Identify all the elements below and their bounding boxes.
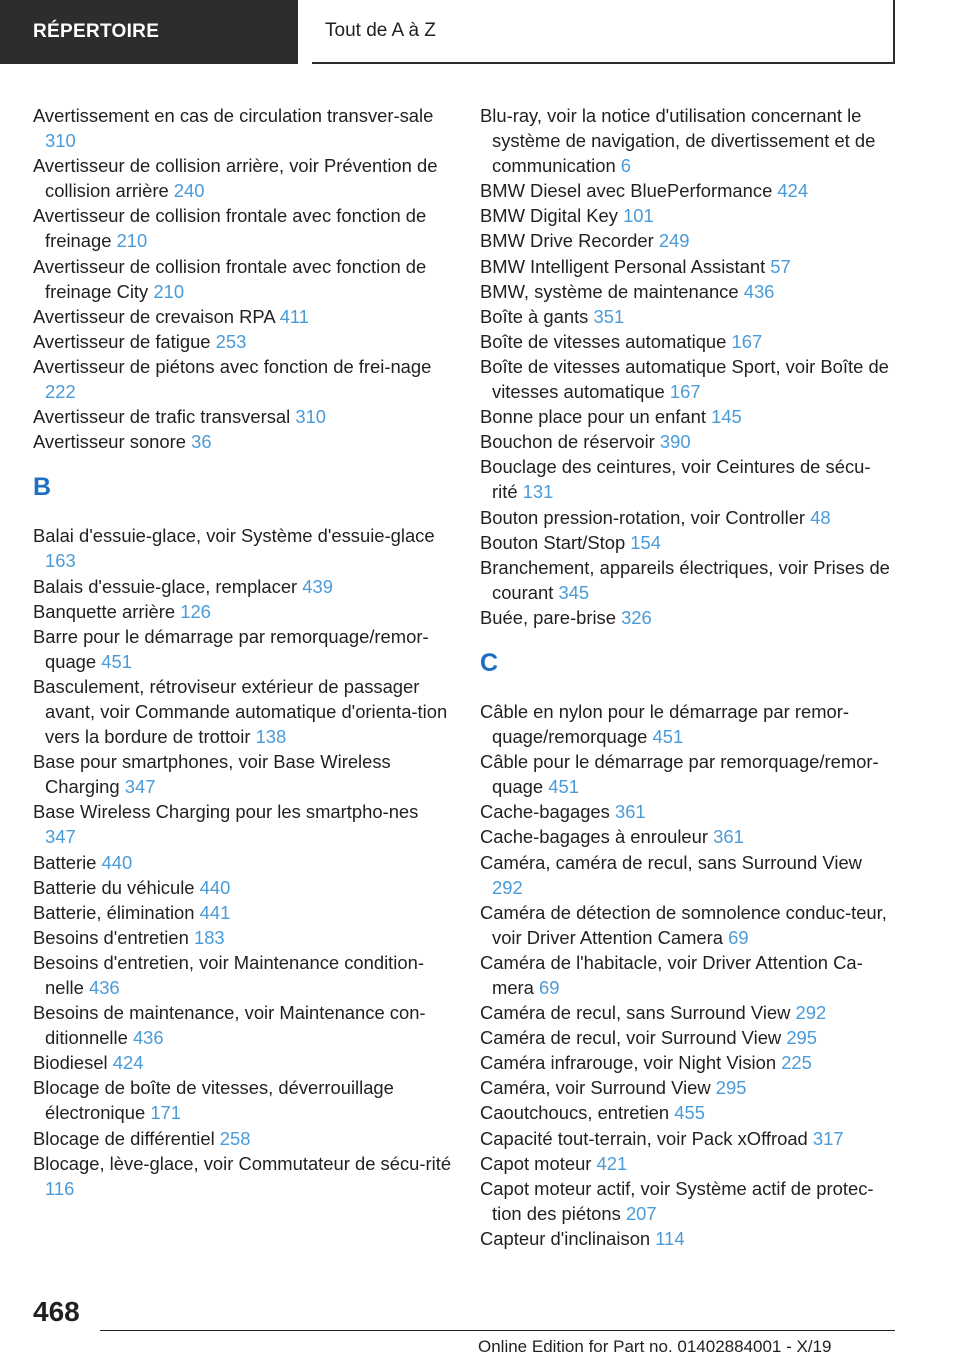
entry-text: Avertissement en cas de circulation transver-sale: [33, 105, 434, 126]
section-letter-b: B: [33, 473, 52, 502]
entry-text: Avertisseur sonore: [33, 431, 192, 453]
index-entry: [480, 1075, 895, 1100]
index-entry: [33, 429, 453, 454]
entry-text: BMW, système de maintenance: [480, 280, 744, 302]
page-link[interactable]: 347: [124, 776, 156, 798]
entry-text: Avertisseur de piétons avec fonction de frei-nage: [33, 355, 432, 377]
entry-text: BMW Intelligent Personal Assistant: [480, 255, 771, 277]
index-entry: [33, 950, 453, 1000]
page-link[interactable]: 225: [781, 1052, 812, 1074]
entry-text: Batterie du véhicule: [33, 876, 200, 898]
index-entry: [33, 1126, 453, 1151]
index-entry: [33, 1000, 453, 1050]
entry-text: Blocage, lève-glace, voir Commutateur de sécu-rité: [33, 1152, 452, 1174]
page-link[interactable]: 36: [191, 431, 212, 453]
index-entry: [480, 178, 895, 203]
page-link[interactable]: 207: [625, 1202, 657, 1224]
page-link[interactable]: 310: [295, 406, 327, 428]
page-link[interactable]: 451: [101, 650, 132, 672]
index-entry: [480, 429, 895, 454]
page-link[interactable]: 295: [715, 1077, 747, 1099]
page-link[interactable]: 114: [655, 1227, 685, 1249]
entry-text: Buée, pare-brise: [480, 606, 622, 628]
entry-text: Bonne place pour un enfant: [480, 406, 712, 428]
page-link[interactable]: 154: [630, 531, 661, 553]
index-entry: [480, 304, 895, 329]
entry-text: Branchement, appareils électriques, voir Prises de courant: [480, 556, 890, 603]
index-entry: [33, 404, 453, 429]
entry-text: Base pour smartphones, voir Base Wireless Charging: [33, 751, 391, 798]
entry-text: Bouton Start/Stop: [480, 531, 631, 553]
page-link[interactable]: 145: [711, 406, 742, 428]
page-link[interactable]: 167: [731, 330, 763, 352]
index-entry: [480, 1226, 895, 1251]
entry-text: Avertisseur de trafic transversal: [33, 406, 296, 428]
page-link[interactable]: 351: [593, 305, 625, 327]
index-entry: [480, 799, 895, 824]
index-entry: [480, 1151, 895, 1176]
index-entry: [33, 599, 453, 624]
index-entry: [33, 329, 453, 354]
index-entry: [480, 950, 895, 1000]
entry-text: Caméra, voir Surround View: [480, 1077, 716, 1099]
index-entry: [33, 103, 453, 153]
page-link[interactable]: 69: [539, 977, 560, 998]
page-link[interactable]: 210: [116, 230, 148, 252]
index-list-b: [33, 523, 453, 1201]
page-link[interactable]: 101: [623, 205, 654, 227]
entry-text: Câble pour le démarrage par remorquage/remor-quage: [480, 751, 879, 798]
entry-text: Capacité tout-terrain, voir Pack xOffroad: [480, 1127, 813, 1149]
page-link[interactable]: 424: [112, 1052, 144, 1074]
entry-text: Besoins d'entretien: [33, 926, 194, 948]
index-entry: [33, 203, 453, 253]
page-link[interactable]: 138: [255, 726, 287, 748]
entry-text: Caméra, caméra de recul, sans Surround View: [480, 851, 862, 873]
page-link[interactable]: 361: [713, 826, 744, 848]
entry-text: Besoins d'entretien, voir Maintenance condition-nelle: [33, 951, 424, 998]
page-link[interactable]: 253: [215, 330, 247, 352]
entry-text: BMW Diesel avec BluePerformance: [480, 180, 778, 202]
page-link[interactable]: 440: [101, 851, 133, 873]
page-link[interactable]: 116: [45, 1177, 75, 1199]
index-entry: [480, 1050, 895, 1075]
page-link[interactable]: 441: [199, 901, 231, 923]
entry-text: Base Wireless Charging pour les smartpho-nes: [33, 801, 419, 823]
section-tab[interactable]: RÉPERTOIRE: [0, 0, 298, 64]
index-entry: [480, 1000, 895, 1025]
index-list-c: [480, 699, 895, 1251]
entry-text: Bouclage des ceintures, voir Ceintures de sécu-rité: [480, 456, 871, 503]
index-entry: [480, 749, 895, 799]
entry-text: Blocage de boîte de vitesses, déverrouillage électronique: [33, 1077, 394, 1124]
index-entry: [480, 1176, 895, 1226]
page-link[interactable]: 317: [812, 1127, 844, 1149]
page-link[interactable]: 436: [88, 977, 120, 998]
entry-text: Batterie, élimination: [33, 901, 200, 923]
entry-text: Capteur d'inclinaison: [480, 1227, 656, 1249]
entry-text: Capot moteur: [480, 1152, 597, 1174]
entry-text: BMW Drive Recorder: [480, 230, 659, 252]
page-link[interactable]: 249: [658, 230, 690, 252]
entry-text: Avertisseur de fatigue: [33, 330, 216, 352]
page-link[interactable]: 126: [180, 600, 211, 622]
page-link[interactable]: 439: [302, 575, 333, 597]
index-entry: [33, 749, 453, 799]
page-link[interactable]: 171: [150, 1102, 181, 1124]
index-entry: [480, 555, 895, 605]
page-link[interactable]: 163: [45, 550, 76, 572]
page-link[interactable]: 436: [132, 1027, 164, 1049]
entry-text: Avertisseur de collision frontale avec fonction de freinage: [33, 205, 427, 252]
page-link[interactable]: 258: [219, 1127, 251, 1149]
index-entry: [480, 850, 895, 900]
entry-text: Câble en nylon pour le démarrage par remor-quage/remorquage: [480, 700, 850, 748]
index-entry: [480, 1126, 895, 1151]
entry-text: Bouton pression-rotation, voir Controller: [480, 506, 811, 528]
entry-text: Boîte de vitesses automatique Sport, voir Boîte de vitesses automatique: [480, 355, 889, 403]
page-link[interactable]: 222: [45, 381, 76, 403]
page-link[interactable]: 310: [45, 130, 76, 152]
entry-text: Caméra de détection de somnolence conduc-teur, voir Driver Attention Camera: [480, 901, 887, 948]
page-link[interactable]: 240: [173, 180, 205, 202]
index-entry: [33, 799, 453, 849]
entry-text: Cache-bagages: [480, 801, 615, 823]
index-entry: [480, 530, 895, 555]
index-entry: [480, 228, 895, 253]
entry-text: Caméra de recul, voir Surround View: [480, 1027, 787, 1049]
entry-text: Besoins de maintenance, voir Maintenance con-ditionnelle: [33, 1002, 426, 1049]
chapter-title: Tout de A à Z: [312, 0, 895, 64]
entry-text: Caméra infrarouge, voir Night Vision: [480, 1052, 782, 1074]
index-entry: [33, 153, 453, 203]
page-link[interactable]: 390: [659, 431, 691, 453]
page-link[interactable]: 361: [614, 801, 646, 823]
page-link[interactable]: 451: [652, 726, 684, 748]
entry-text: Caméra de l'habitacle, voir Driver Attention Ca-mera: [480, 951, 863, 998]
entry-text: Cache-bagages à enrouleur: [480, 826, 714, 848]
entry-text: Blocage de différentiel: [33, 1127, 220, 1149]
index-entry: [33, 900, 453, 925]
index-entry: [480, 1100, 895, 1125]
entry-text: Capot moteur actif, voir Système actif de protec-tion des piétons: [480, 1177, 874, 1224]
page-link[interactable]: 345: [558, 581, 590, 603]
index-entry: [480, 203, 895, 228]
page-link[interactable]: 411: [279, 305, 310, 327]
index-entry: [33, 1151, 453, 1201]
page-link[interactable]: 131: [522, 481, 554, 503]
entry-text: Avertisseur de collision arrière, voir Prévention de collision arrière: [33, 155, 438, 202]
section-letter-c: C: [480, 648, 499, 677]
index-entry: [33, 1075, 453, 1125]
page-link[interactable]: 295: [786, 1027, 817, 1049]
index-entry: [33, 574, 453, 599]
entry-text: Biodiesel: [33, 1052, 113, 1074]
page-link[interactable]: 451: [548, 776, 579, 798]
index-entry: [480, 103, 895, 178]
page-link[interactable]: 167: [669, 381, 701, 403]
entry-text: Boîte à gants: [480, 305, 594, 327]
index-list-a: [33, 103, 453, 454]
page-number: 468: [33, 1296, 80, 1327]
page-header: [0, 0, 960, 66]
index-entry: [480, 900, 895, 950]
page-link[interactable]: 326: [621, 606, 652, 628]
index-entry: [33, 875, 453, 900]
index-entry: [480, 454, 895, 504]
entry-text: Banquette arrière: [33, 600, 181, 622]
index-entry: [480, 605, 895, 630]
page-link[interactable]: 48: [810, 506, 831, 528]
index-entry: [480, 329, 895, 354]
index-entry: [480, 404, 895, 429]
entry-text: BMW Digital Key: [480, 205, 624, 227]
page-link[interactable]: 69: [728, 926, 749, 948]
entry-text: Caméra de recul, sans Surround View: [480, 1002, 796, 1024]
index-entry: [480, 699, 895, 749]
index-entry: [33, 674, 453, 749]
page-link[interactable]: 455: [674, 1102, 705, 1124]
index-entry: [33, 254, 453, 304]
entry-text: Avertisseur de crevaison RPA: [33, 305, 280, 327]
index-entry: [480, 279, 895, 304]
index-entry: [480, 1025, 895, 1050]
entry-text: Blu-ray, voir la notice d'utilisation concernant le système de navigation, de divertissement et de communication: [480, 105, 876, 177]
page-link[interactable]: 57: [770, 255, 791, 277]
page-link[interactable]: 292: [795, 1002, 827, 1024]
index-entry: [480, 254, 895, 279]
entry-text: Batterie: [33, 851, 102, 873]
page-link[interactable]: 347: [45, 826, 76, 848]
entry-text: Basculement, rétroviseur extérieur de passager avant, voir Commande automatique d'orienta-tion vers la bordure de trottoir: [33, 675, 448, 748]
page-link[interactable]: 440: [199, 876, 231, 898]
page-link[interactable]: 6: [620, 155, 632, 177]
entry-text: Caoutchoucs, entretien: [480, 1102, 675, 1124]
page-link[interactable]: 424: [777, 180, 809, 202]
entry-text: Avertisseur de collision frontale avec fonction de freinage City: [33, 255, 427, 302]
page-link[interactable]: 292: [492, 876, 523, 898]
index-list-b-continued: [480, 103, 895, 630]
index-entry: [33, 850, 453, 875]
index-entry: [33, 925, 453, 950]
page-link[interactable]: 436: [743, 280, 775, 302]
page-link[interactable]: 183: [193, 926, 225, 948]
entry-text: Bouchon de réservoir: [480, 431, 660, 453]
entry-text: Barre pour le démarrage par remorquage/remor-quage: [33, 625, 429, 672]
index-column-left: [33, 103, 453, 1201]
entry-text: Balai d'essuie-glace, voir Système d'essuie-glace: [33, 525, 435, 547]
index-entry: [480, 354, 895, 404]
entry-text: Balais d'essuie-glace, remplacer: [33, 575, 303, 597]
index-entry: [33, 304, 453, 329]
index-entry: [480, 824, 895, 849]
footer-divider: [100, 1330, 895, 1331]
page-link[interactable]: 210: [153, 280, 185, 302]
index-column-right: [480, 103, 895, 1251]
index-entry: [33, 1050, 453, 1075]
index-entry: [33, 624, 453, 674]
entry-text: Boîte de vitesses automatique: [480, 330, 732, 352]
index-entry: [33, 354, 453, 404]
index-entry: [33, 523, 453, 573]
page-link[interactable]: 421: [596, 1152, 628, 1174]
edition-note: Online Edition for Part no. 01402884001 - X/19: [478, 1337, 832, 1356]
index-entry: [480, 505, 895, 530]
